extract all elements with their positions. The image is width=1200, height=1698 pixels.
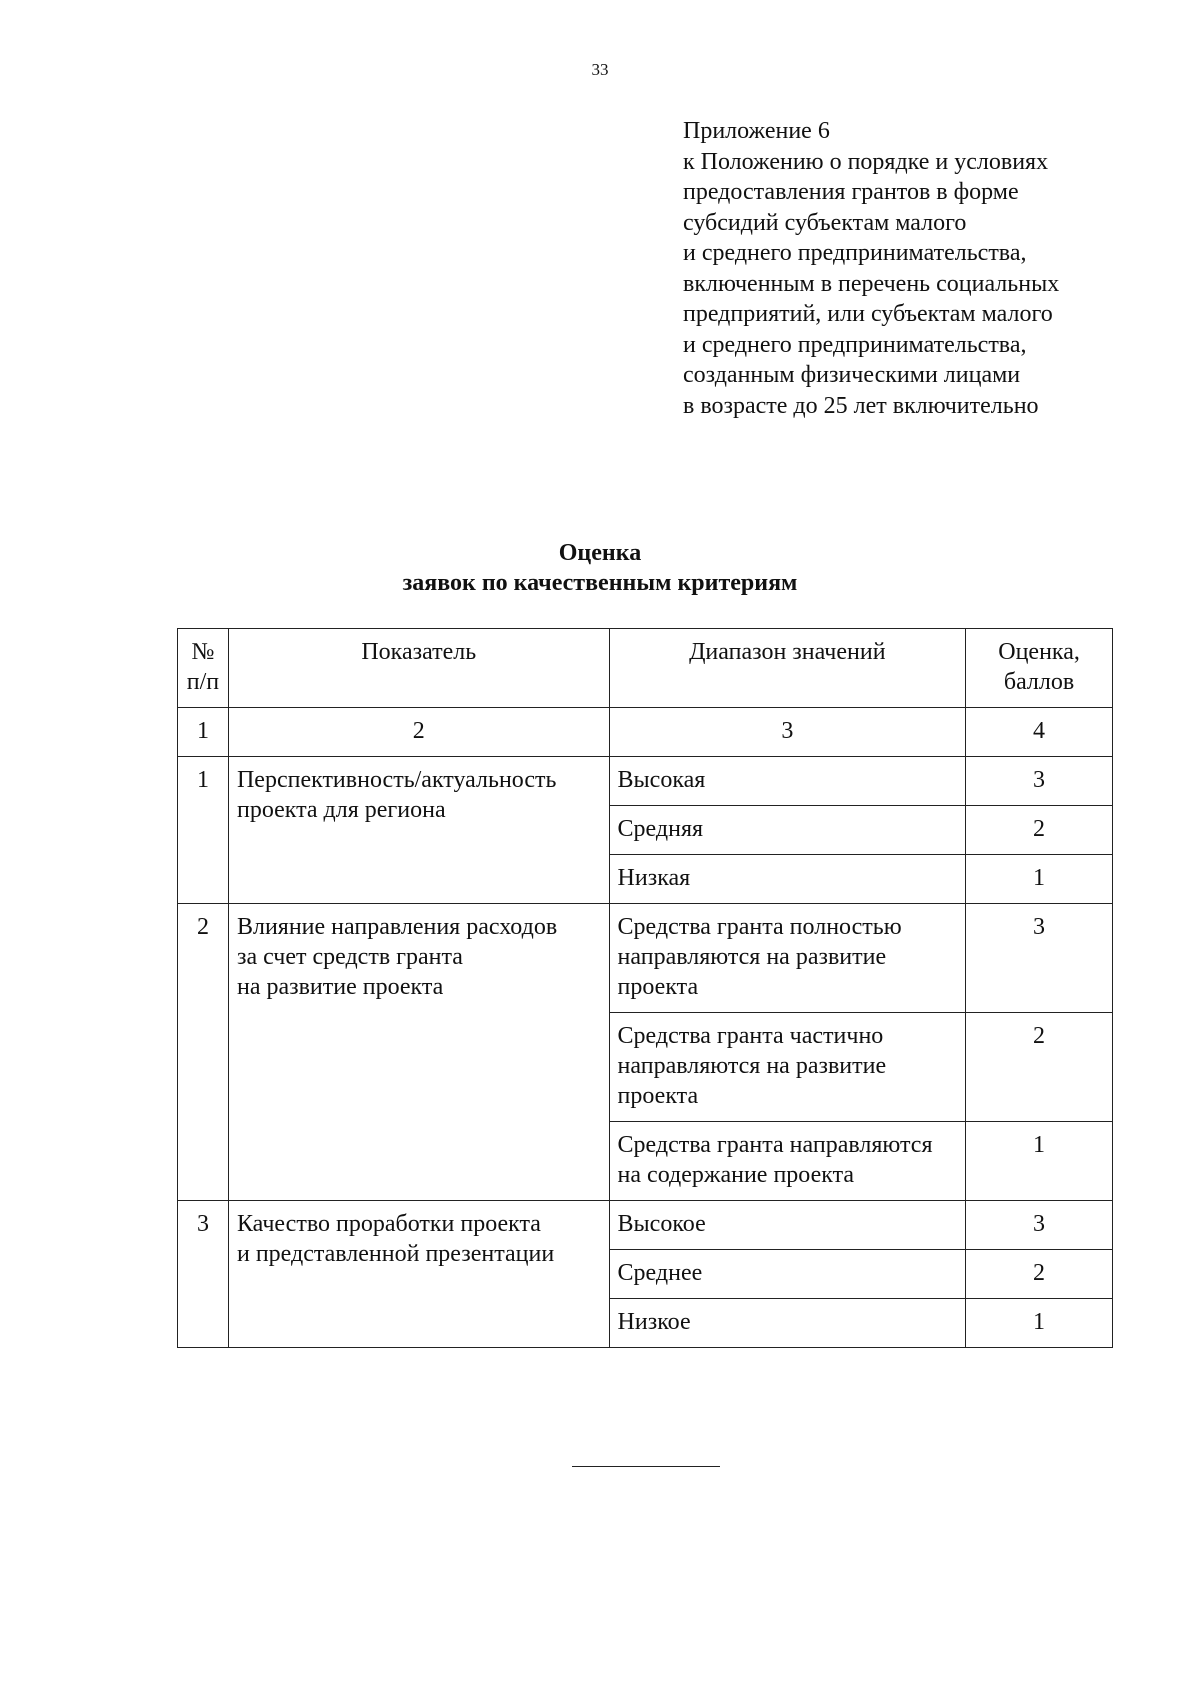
appendix-line: в возрасте до 25 лет включительно (683, 392, 1039, 419)
appendix-line: субсидий субъектам малого (683, 209, 967, 236)
closing-divider (572, 1466, 720, 1467)
column-number-row (178, 708, 1113, 757)
table-header-row (178, 629, 1113, 708)
row-score: 3 (966, 904, 1113, 1013)
document-title (0, 538, 1200, 598)
title-line-2: заявок по качественным критериям (402, 570, 798, 596)
row-score: 2 (966, 806, 1113, 855)
appendix-line: предприятий, или субъектам малого (683, 301, 1053, 327)
column-number: 3 (609, 708, 966, 757)
row-range: Высокое (609, 1201, 966, 1250)
row-score: 2 (966, 1250, 1113, 1299)
row-indicator: Перспективность/актуальность проекта для региона (228, 757, 609, 904)
header-range: Диапазон значений (609, 629, 966, 708)
table-row (178, 1201, 1113, 1250)
row-range: Средняя (609, 806, 966, 855)
row-range: Высокая (609, 757, 966, 806)
row-score: 3 (966, 757, 1113, 806)
page-number: 33 (591, 60, 609, 79)
appendix-line: созданным физическими лицами (683, 362, 1021, 388)
criteria-table (177, 628, 1113, 1348)
header-score: Оценка, баллов (966, 629, 1113, 708)
appendix-line: к Положению о порядке и условиях (683, 148, 1049, 175)
row-num: 1 (178, 757, 229, 904)
header-indicator: Показатель (228, 629, 609, 708)
header-num: № п/п (178, 629, 229, 708)
row-num: 2 (178, 904, 229, 1201)
row-score: 1 (966, 855, 1113, 904)
row-range: Средства гранта направляются на содержание проекта (609, 1122, 966, 1201)
row-range: Низкая (609, 855, 966, 904)
appendix-line: и среднего предпринимательства, (683, 331, 1027, 358)
row-num: 3 (178, 1201, 229, 1348)
appendix-line: и среднего предпринимательства, (683, 240, 1027, 266)
row-indicator: Влияние направления расходов за счет средств гранта на развитие проекта (228, 904, 609, 1201)
row-range: Средства гранта полностью направляются на развитие проекта (609, 904, 966, 1013)
table-row (178, 757, 1113, 806)
appendix-line: Приложение 6 (683, 118, 830, 144)
appendix-line: включенным в перечень социальных (683, 270, 1060, 297)
appendix-line: предоставления грантов в форме (683, 179, 1019, 205)
row-score: 3 (966, 1201, 1113, 1250)
table-row (178, 904, 1113, 1013)
appendix-note (683, 116, 1059, 421)
column-number: 1 (178, 708, 229, 757)
title-line-1: Оценка (558, 540, 642, 566)
column-number: 4 (966, 708, 1113, 757)
row-indicator: Качество проработки проекта и представленной презентации (228, 1201, 609, 1348)
row-range: Среднее (609, 1250, 966, 1299)
row-score: 1 (966, 1299, 1113, 1348)
column-number: 2 (228, 708, 609, 757)
row-score: 1 (966, 1122, 1113, 1201)
row-range: Средства гранта частично направляются на развитие проекта (609, 1013, 966, 1122)
row-range: Низкое (609, 1299, 966, 1348)
row-score: 2 (966, 1013, 1113, 1122)
